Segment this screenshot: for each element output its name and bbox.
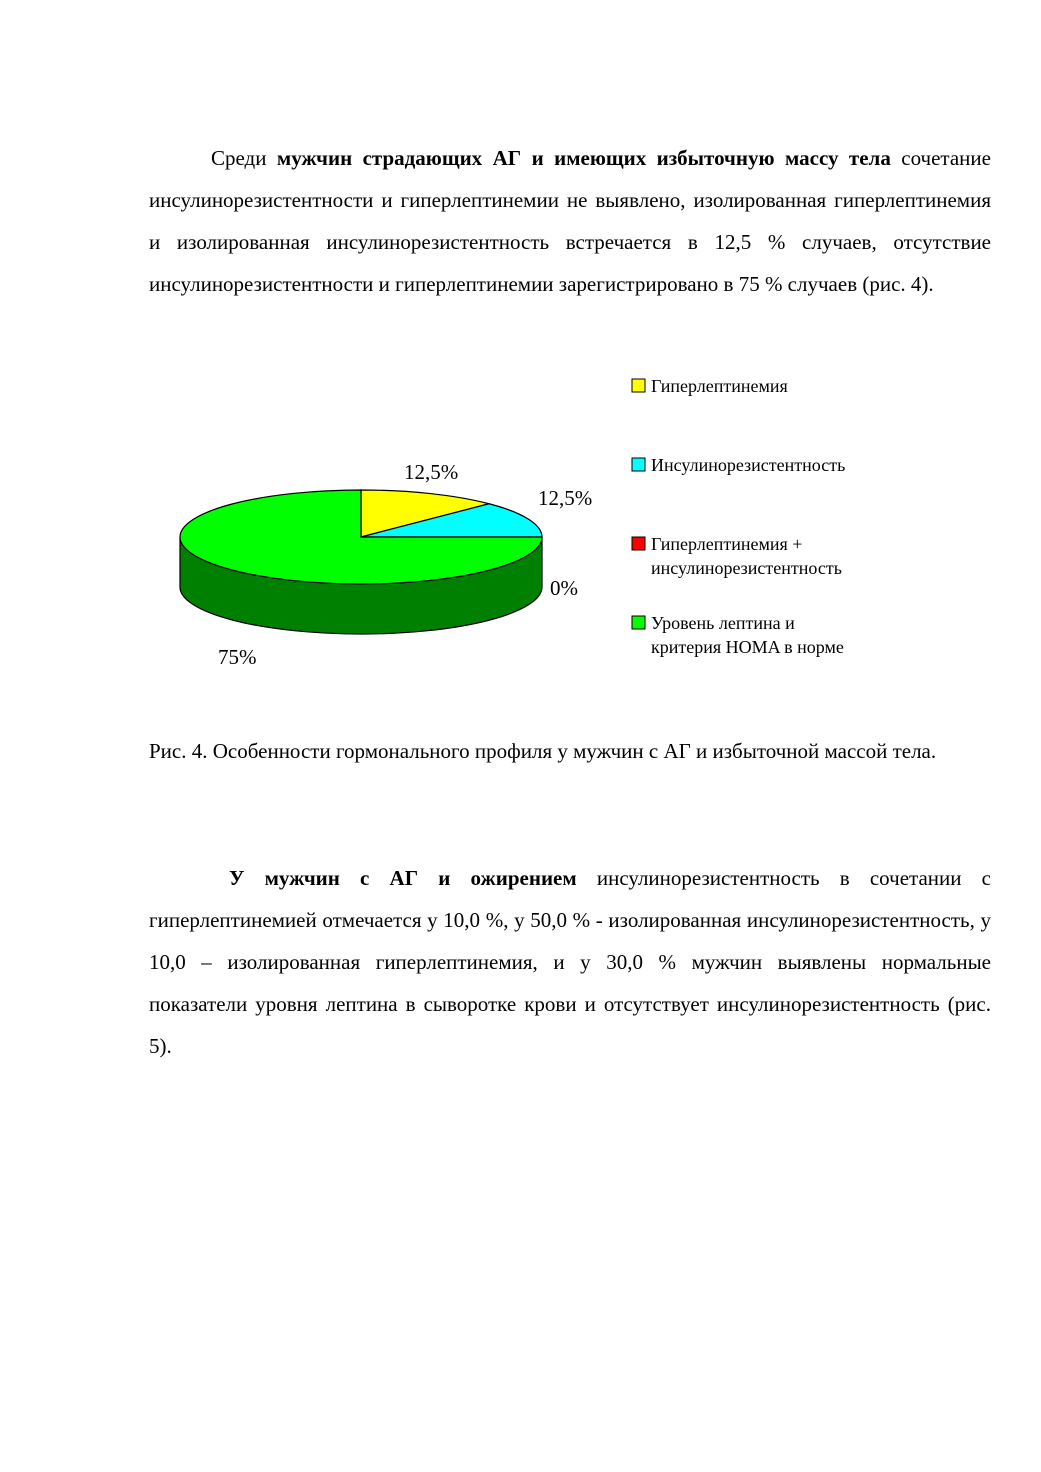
- legend-label-2: Гиперлептинемия +: [651, 534, 803, 554]
- paragraph-2-bold: У мужчин с АГ и ожирением: [229, 866, 577, 890]
- legend-label-3: Уровень лептина и: [651, 613, 795, 633]
- paragraph-1-rest: сочетание инсулинорезистентности и гиперлептинемии не выявлено, изолированная гиперлептинемия и изолированная инсулинорезистентность встречается в 12,5 % случаев, отсутствие инсулинорезистентности и гиперлептинемии зарегистрировано в 75 % случаев (рис. 4).: [149, 146, 991, 296]
- legend-label-2-line-1: инсулинорезистентность: [651, 558, 842, 578]
- legend-label-3-line-1: критерия HOMA в норме: [651, 637, 844, 657]
- pie-chart: [0, 360, 1041, 690]
- legend-label-0: Гиперлептинемия: [651, 376, 788, 396]
- legend-swatch-0: [632, 379, 645, 392]
- data-label-3: 75%: [218, 645, 257, 669]
- figure-caption: Рис. 4. Особенности гормонального профиля у мужчин с АГ и избыточной массой тела.: [149, 739, 937, 763]
- paragraph-1-lead: Среди: [211, 146, 277, 170]
- legend-swatch-2: [632, 537, 645, 550]
- paragraph-1-bold: мужчин страдающих АГ и имеющих избыточную массу тела: [276, 146, 891, 170]
- data-label-2: 0%: [550, 576, 578, 600]
- legend-swatch-3: [632, 616, 645, 629]
- paragraph-1: [149, 137, 991, 305]
- legend-label-1: Инсулинорезистентность: [651, 455, 846, 475]
- paragraph-2-rest: инсулинорезистентность в сочетании с гиперлептинемией отмечается у 10,0 %, у 50,0 % - изолированная инсулинорезистентность, у 10,0 – изолированная гиперлептинемия, и у 30,0 % мужчин выявлены нормальные показатели уровня лептина в сыворотке крови и отсутствует инсулинорезистентность (рис. 5).: [149, 866, 991, 1058]
- paragraph-2: [149, 857, 991, 1067]
- data-label-0: 12,5%: [404, 460, 459, 484]
- data-label-1: 12,5%: [538, 486, 593, 510]
- legend-swatch-1: [632, 458, 645, 471]
- pie-group: [180, 490, 542, 634]
- chart-legend: [632, 376, 845, 657]
